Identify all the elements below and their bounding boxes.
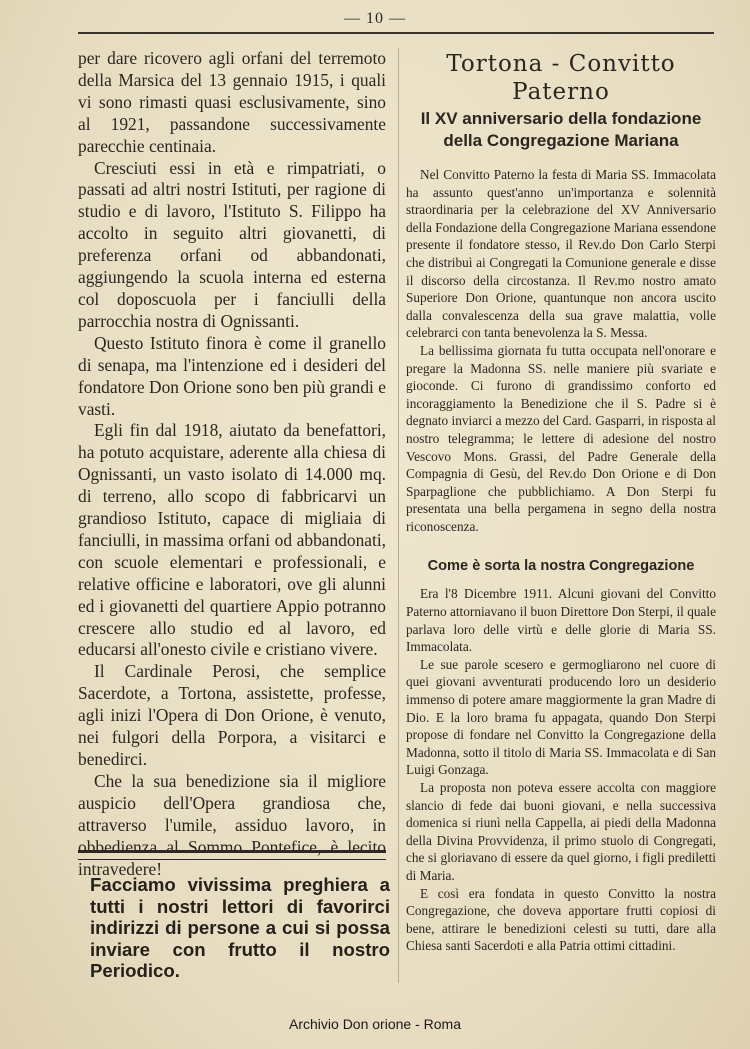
section-paragraph-2: Le sue parole scesero e germogliarono nel cuore di quei giovani avventurati producendo loro un desiderio immenso di potere amare maggiormente la gran Madre di Dio. E la loro brama fu appagata, quando Don Sterpi propose di fondare nel Convitto la Congregazione della Madonna, sotto il titolo di Maria SS. Immacolata e di San Luigi Gonzaga. <box>406 656 716 778</box>
left-column <box>78 48 386 880</box>
section-paragraph-4: E così era fondata in questo Convitto la nostra Congregazione, che doveva apportare frutti copiosi di bene, attirare le benedizioni celesti su tutti, dare alla Chiesa santi Sacerdoti e alla Patria ottimi cittadini. <box>406 885 716 954</box>
left-paragraph-4: Egli fin dal 1918, aiutato da benefattori, ha potuto acquistare, aderente alla chiesa di Ognissanti, un vasto isolato di 14.000 mq. di terreno, allo scopo di fabbricarvi un grandioso Istituto, capace di migliaia di fanciulli, in massima orfani od abbandonati, con scuole elementari e professionali, e relative officine e laboratori, ove gli alunni ed i giovanetti del quartiere Appio potranno crescere allo studio ed al lavoro, ed educarsi all'onesto civile e cristiano vivere. <box>78 420 386 660</box>
column-divider <box>398 48 399 983</box>
archive-footer: Archivio Don orione - Roma <box>289 1016 461 1032</box>
right-paragraph-1: Nel Convitto Paterno la festa di Maria SS. Immacolata ha assunto quest'anno un'importanza e solennità straordinaria per la celebrazione del XV Anniversario della Fondazione della Congregazione Mariana essendone presente il fondatore stesso, il Rev.do Don Carlo Sterpi che distribuì ai Congregati la Comunione generale e disse il discorso della circostanza. Il Rev.mo nostro amato Superiore Don Orione, quantunque non ancora uscito dalla convalescenza della sua grave malattia, volle celebrarci con tanta benevolenza la S. Messa. <box>406 167 716 341</box>
left-paragraph-5: Il Cardinale Perosi, che semplice Sacerdote, a Tortona, assistette, professe, agli inizi l'Opera di Don Orione, è venuto, nei fulgori della Porpora, a visitarci e benedirci. <box>78 661 386 769</box>
right-column <box>406 50 716 955</box>
left-paragraph-1: per dare ricovero agli orfani del terremoto della Marsica del 13 gennaio 1915, i quali vi sono rimasti quasi esclusivamente, sino al 1921, passandone successivamente parecchie centinaia. <box>78 48 386 156</box>
section-divider <box>78 850 386 860</box>
left-paragraph-6: Che la sua benedizione sia il migliore auspicio dell'Opera grandiosa che, attraverso l'umile, assiduo lavoro, in obbedienza al Sommo Pontefice, è lecito intravedere! <box>78 770 386 879</box>
section-paragraph-1: Era l'8 Dicembre 1911. Alcuni giovani del Convitto Paterno attorniavano il buon Direttore Don Sterpi, il quale parlava loro delle virtù e delle glorie di Maria SS. Immacolata. <box>406 586 716 655</box>
page-number: — 10 — <box>344 10 406 27</box>
section-title: Come è sorta la nostra Congregazione <box>427 558 695 575</box>
header-rule <box>78 32 714 34</box>
reader-appeal: Facciamo vivissima preghiera a tutti i nostri lettori di favorirci indirizzi di persone a cui si possa inviare con frutto il nostro Periodico. <box>90 874 390 981</box>
left-paragraph-3: Questo Istituto finora è come il granello di senapa, ma l'intenzione ed i desideri del fondatore Don Orione sono ben più grandi e vasti. <box>78 332 386 419</box>
article-headline: Tortona - Convitto Paterno <box>446 51 676 105</box>
left-paragraph-2: Cresciuti essi in età e rimpatriati, o passati ad altri nostri Istituti, per ragione di studio e di lavoro, l'Istituto S. Filippo ha accolto in seguito altri giovanetti, di preferenza orfani od abbandonati, aggiungendo la scuola interna ed esterna col doposcuola per i fanciulli della parrocchia nostra di Ognissanti. <box>78 157 386 331</box>
section-paragraph-3: La proposta non poteva essere accolta con maggiore slancio di fede dai buoni giovani, e nella successiva domenica si riunì nella Cappella, ai piedi della Madonna della Divina Provvidenza, il primo stuolo di Congregati, che si gloriavano di essere da quel giorno, i figli prediletti di Maria. <box>406 780 716 883</box>
right-paragraph-2: La bellissima giornata fu tutta occupata nell'onorare e pregare la Madonna SS. nelle maniere più svariate e gioconde. Ci furono di grandissimo conforto ed incoraggiamento la Benedizione che il S. Padre si è degnato inviarci a mezzo del Card. Gasparri, in risposta al nostro telegramma; le lettere di adesione del nostro Vescovo Mons. Grassi, del Padre Generale della Compagnia di Gesù, del Rev.do Don Orione e di Don Sparpaglione che pubblichiamo. A Don Sterpi fu presentata una bella pergamena in segno della nostra riconoscenza. <box>406 342 716 534</box>
article-subheadline: Il XV anniversario della fondazione della Congregazione Mariana <box>420 109 702 150</box>
